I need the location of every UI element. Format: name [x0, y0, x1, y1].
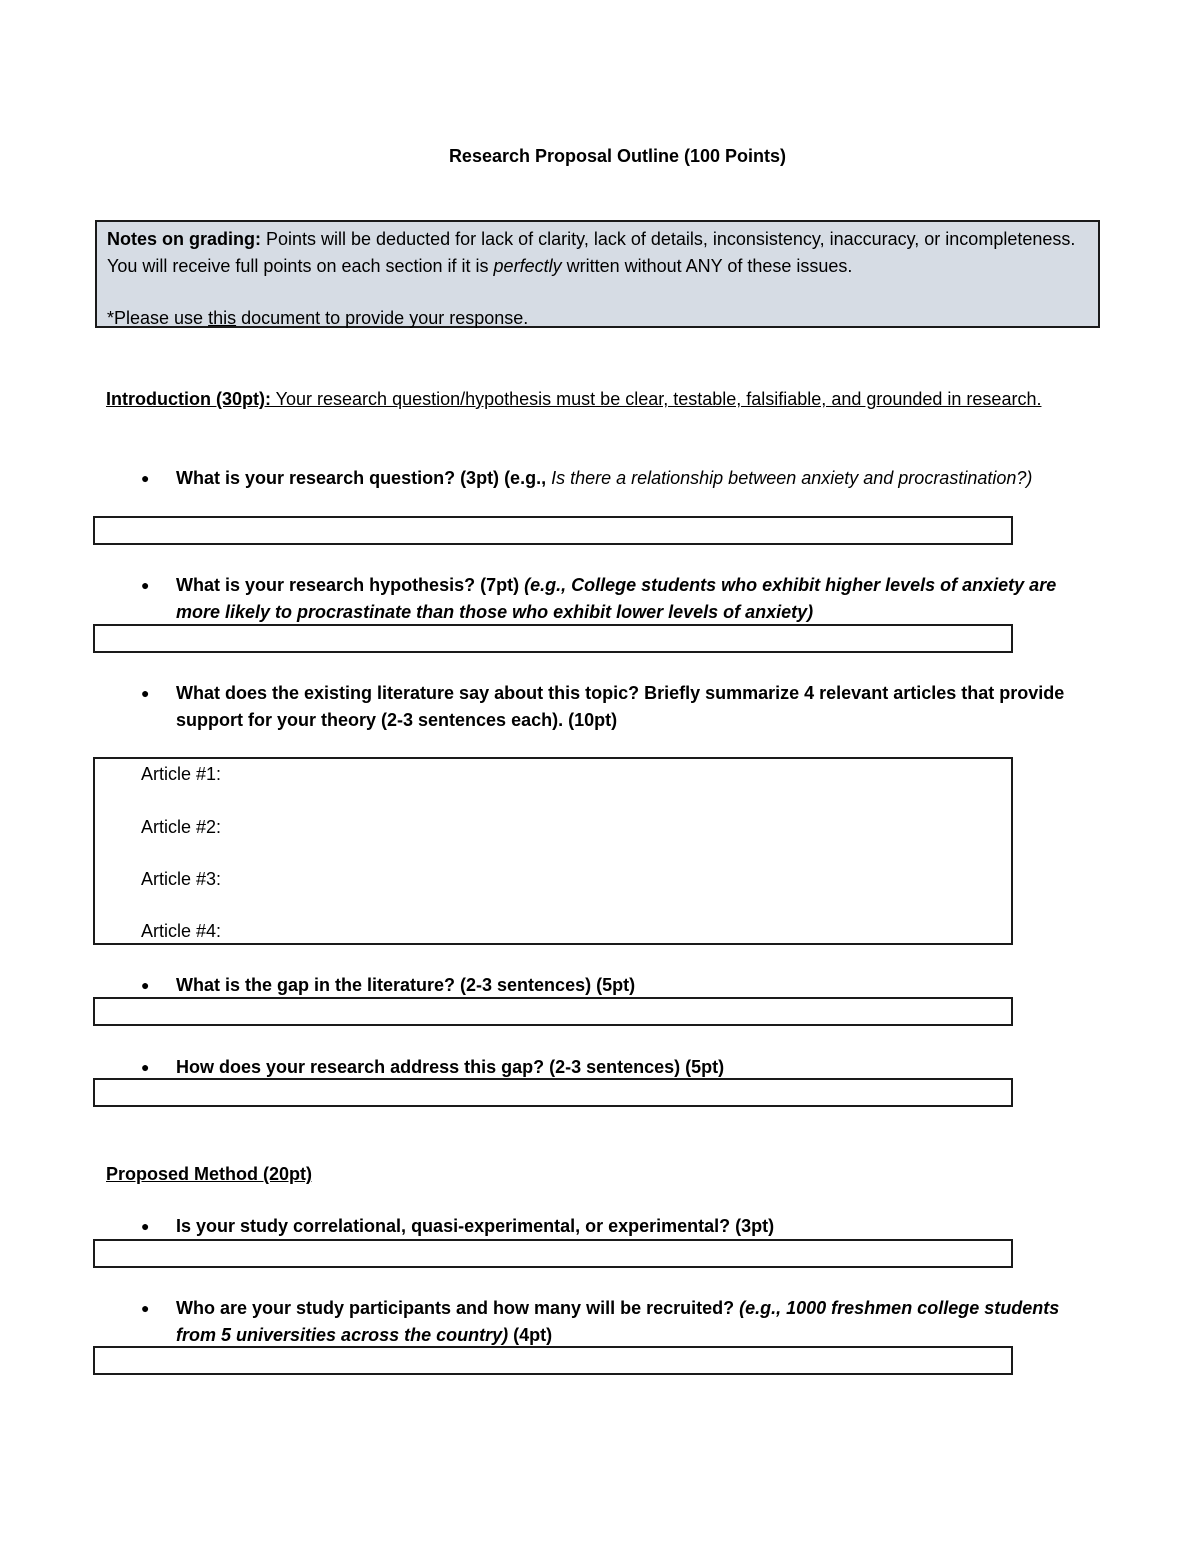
notes-text-1: Points will be deducted for lack of clarity, lack of details, inconsistency, inaccuracy, or incompleteness. You will receive full points on each section if it is [107, 229, 1076, 276]
bullet-icon: ● [141, 1059, 150, 1075]
question-gap [141, 972, 1101, 999]
q2-label: What is your research hypothesis? (7pt) [176, 575, 525, 595]
question-study-type [141, 1213, 1101, 1240]
question-hypothesis [141, 572, 1101, 626]
q7-example: (e.g., 1000 freshmen college students from 5 universities across the country) [176, 1298, 1060, 1345]
q2-example: (e.g., College students who exhibit higher levels of anxiety are more likely to procrastinate than those who exhibit lower levels of anxiety) [176, 575, 1057, 622]
bullet-icon: ● [141, 1218, 150, 1234]
article-3-label: Article #3: [141, 869, 222, 889]
introduction-heading-label: Introduction (30pt): [106, 389, 271, 409]
q3-label: What does the existing literature say about this topic? Briefly summarize 4 relevant articles that provide support for your theory (2-3 sentences each). (10pt) [176, 683, 1065, 730]
notes-text-italic: perfectly [493, 256, 562, 276]
q1-example: Is there a relationship between anxiety and procrastination?) [551, 468, 1033, 488]
q7-suffix: (4pt) [508, 1325, 553, 1345]
notes-label: Notes on grading: [107, 229, 261, 249]
bullet-icon: ● [141, 470, 150, 486]
q6-label: Is your study correlational, quasi-experimental, or experimental? (3pt) [176, 1216, 775, 1236]
article-1-label: Article #1: [141, 764, 222, 784]
please-prefix: *Please use [107, 308, 209, 328]
page-title: Research Proposal Outline (100 Points) [448, 146, 787, 166]
notes-text-2: written without ANY of these issues. [561, 256, 853, 276]
answer-box-study-type[interactable] [93, 1239, 1013, 1268]
bullet-icon: ● [141, 577, 150, 593]
bullet-icon: ● [141, 977, 150, 993]
answer-box-gap[interactable] [93, 997, 1013, 1026]
method-heading-label: Proposed Method (20pt) [106, 1164, 312, 1184]
article-4-label: Article #4: [141, 921, 222, 941]
please-underline: this [208, 308, 237, 328]
introduction-heading [106, 386, 1066, 413]
question-literature [141, 680, 1101, 734]
answer-box-literature[interactable] [93, 757, 1013, 945]
q5-label: How does your research address this gap? (2-3 sentences) (5pt) [176, 1057, 725, 1077]
q1-example-prefix: (e.g., [504, 468, 552, 488]
q4-label: What is the gap in the literature? (2-3 sentences) (5pt) [176, 975, 636, 995]
please-suffix: document to provide your response. [236, 308, 529, 328]
introduction-description: Your research question/hypothesis must be clear, testable, falsifiable, and grounded in research. [270, 389, 1042, 409]
question-participants [141, 1295, 1101, 1349]
question-address-gap [141, 1054, 1101, 1081]
bullet-icon: ● [141, 685, 150, 701]
grading-notes-box [95, 220, 1100, 328]
q1-label: What is your research question? (3pt) [176, 468, 505, 488]
q7-label: Who are your study participants and how many will be recruited? [176, 1298, 740, 1318]
answer-box-participants[interactable] [93, 1346, 1013, 1375]
answer-box-research-question[interactable] [93, 516, 1013, 545]
article-2-label: Article #2: [141, 817, 222, 837]
answer-box-hypothesis[interactable] [93, 624, 1013, 653]
answer-box-address-gap[interactable] [93, 1078, 1013, 1107]
please-use-note [107, 305, 1088, 332]
bullet-icon: ● [141, 1300, 150, 1316]
question-research-question [141, 465, 1101, 492]
method-heading [106, 1161, 1066, 1188]
grading-notes-text [107, 226, 1088, 280]
